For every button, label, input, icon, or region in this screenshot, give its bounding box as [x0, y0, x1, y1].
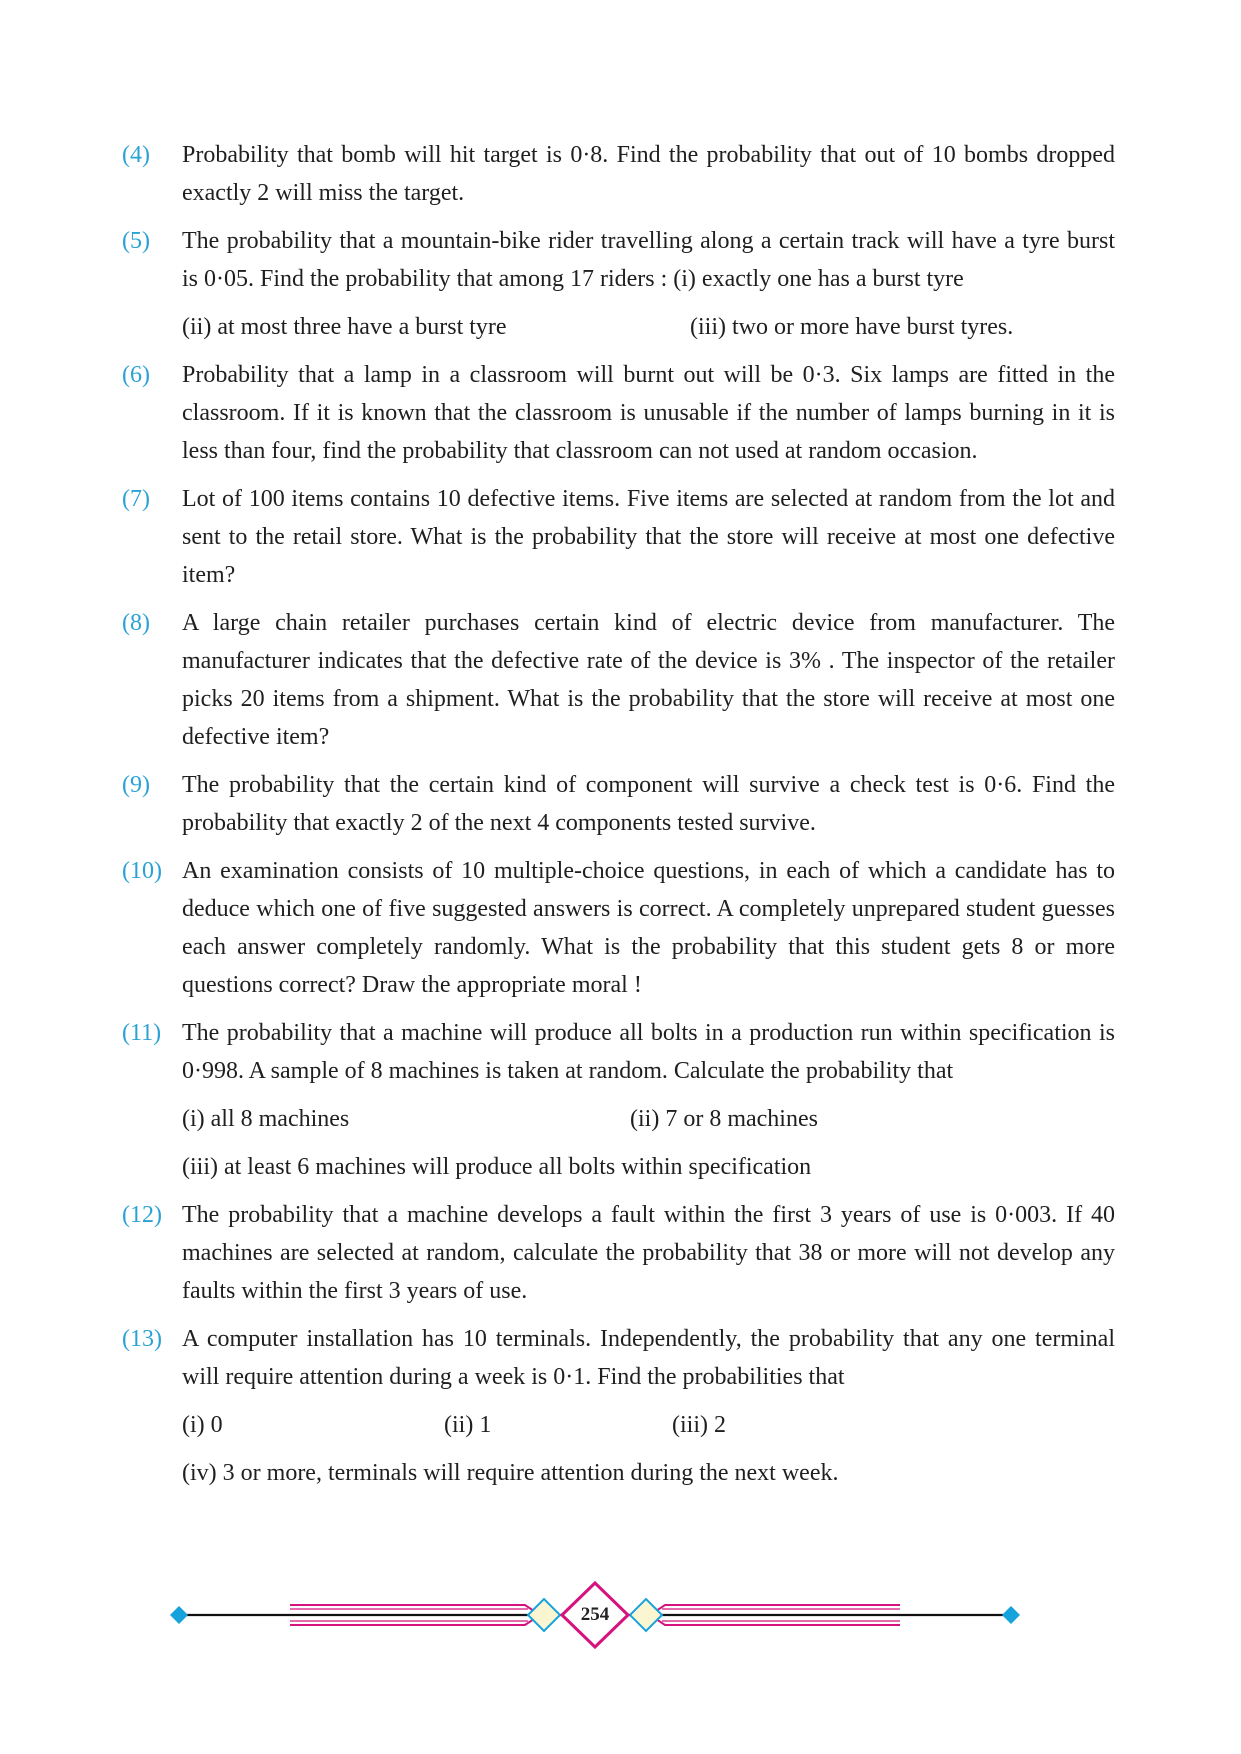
- subpart: (ii) at most three have a burst tyre: [182, 314, 507, 340]
- question-13: [122, 1320, 1115, 1492]
- subpart: (iii) 2: [672, 1412, 726, 1438]
- question-11: [122, 1014, 1115, 1186]
- question-number: (9): [122, 772, 150, 798]
- question-number: (12): [122, 1202, 162, 1228]
- question-number: (4): [122, 142, 150, 168]
- question-text: The probability that a machine develops a fault within the first 3 years of use is 0·003. If 40 machines are selected at random, calculate the probability that 38 or more will not develop any faults within the first 3 years of use.: [182, 1202, 1115, 1304]
- subpart: (iii) two or more have burst tyres.: [690, 314, 1014, 340]
- page-footer-ornament: [170, 1580, 1020, 1650]
- subparts-row: [182, 1148, 1115, 1186]
- question-text: Probability that bomb will hit target is 0·8. Find the probability that out of 10 bombs dropped exactly 2 will miss the target.: [182, 142, 1115, 206]
- question-number: (8): [122, 610, 150, 636]
- subpart: (i) 0: [182, 1412, 223, 1438]
- subpart: (iii) at least 6 machines will produce all bolts within specification: [182, 1154, 812, 1180]
- diamond-right-icon: [1002, 1606, 1020, 1624]
- side-diamond-left-icon: [528, 1599, 560, 1631]
- subparts-row: [182, 1100, 1115, 1138]
- question-8: [122, 604, 1115, 756]
- diamond-left-icon: [170, 1606, 188, 1624]
- question-10: [122, 852, 1115, 1004]
- subpart: (ii) 7 or 8 machines: [630, 1106, 818, 1132]
- question-5: [122, 222, 1115, 346]
- question-number: (7): [122, 486, 150, 512]
- question-number: (10): [122, 858, 162, 884]
- subparts-row: [182, 1406, 1115, 1444]
- question-text: Lot of 100 items contains 10 defective items. Five items are selected at random from the lot and sent to the retail store. What is the probability that the store will receive at most one defective item?: [182, 486, 1115, 588]
- question-4: [122, 136, 1115, 212]
- question-text: An examination consists of 10 multiple-choice questions, in each of which a candidate has to deduce which one of five suggested answers is correct. A completely unprepared student guesses each answer completely randomly. What is the probability that this student gets 8 or more questions correct? Draw the appropriate moral !: [182, 858, 1115, 998]
- question-number: (6): [122, 362, 150, 388]
- subpart: (i) all 8 machines: [182, 1106, 350, 1132]
- question-9: [122, 766, 1115, 842]
- subpart: (ii) 1: [444, 1412, 492, 1438]
- question-6: [122, 356, 1115, 470]
- question-text: A computer installation has 10 terminals. Independently, the probability that any one terminal will require attention during a week is 0·1. Find the probabilities that: [182, 1326, 1115, 1390]
- question-text: Probability that a lamp in a classroom will burnt out will be 0·3. Six lamps are fitted in the classroom. If it is known that the classroom is unusable if the number of lamps burning in it is less than four, find the probability that classroom can not used at random occasion.: [182, 362, 1115, 464]
- question-text: The probability that a mountain-bike rider travelling along a certain track will have a tyre burst is 0·05. Find the probability that among 17 riders : (i) exactly one has a burst tyre: [182, 228, 1115, 292]
- question-number: (5): [122, 228, 150, 254]
- question-12: [122, 1196, 1115, 1310]
- question-number: (13): [122, 1326, 162, 1352]
- subparts-row: [182, 308, 1115, 346]
- question-7: [122, 480, 1115, 594]
- subpart: (iv) 3 or more, terminals will require attention during the next week.: [182, 1460, 839, 1486]
- page-content: [122, 136, 1115, 1502]
- question-text: The probability that the certain kind of component will survive a check test is 0·6. Find the probability that exactly 2 of the next 4 components tested survive.: [182, 772, 1115, 836]
- question-number: (11): [122, 1020, 162, 1046]
- side-diamond-right-icon: [630, 1599, 662, 1631]
- question-text: A large chain retailer purchases certain kind of electric device from manufacturer. The manufacturer indicates that the defective rate of the device is 3% . The inspector of the retailer picks 20 items from a shipment. What is the probability that the store will receive at most one defective item?: [182, 610, 1115, 750]
- subparts-row: [182, 1454, 1115, 1492]
- page-number: 254: [580, 1604, 610, 1625]
- question-text: The probability that a machine will produce all bolts in a production run within specification is 0·998. A sample of 8 machines is taken at random. Calculate the probability that: [182, 1020, 1115, 1084]
